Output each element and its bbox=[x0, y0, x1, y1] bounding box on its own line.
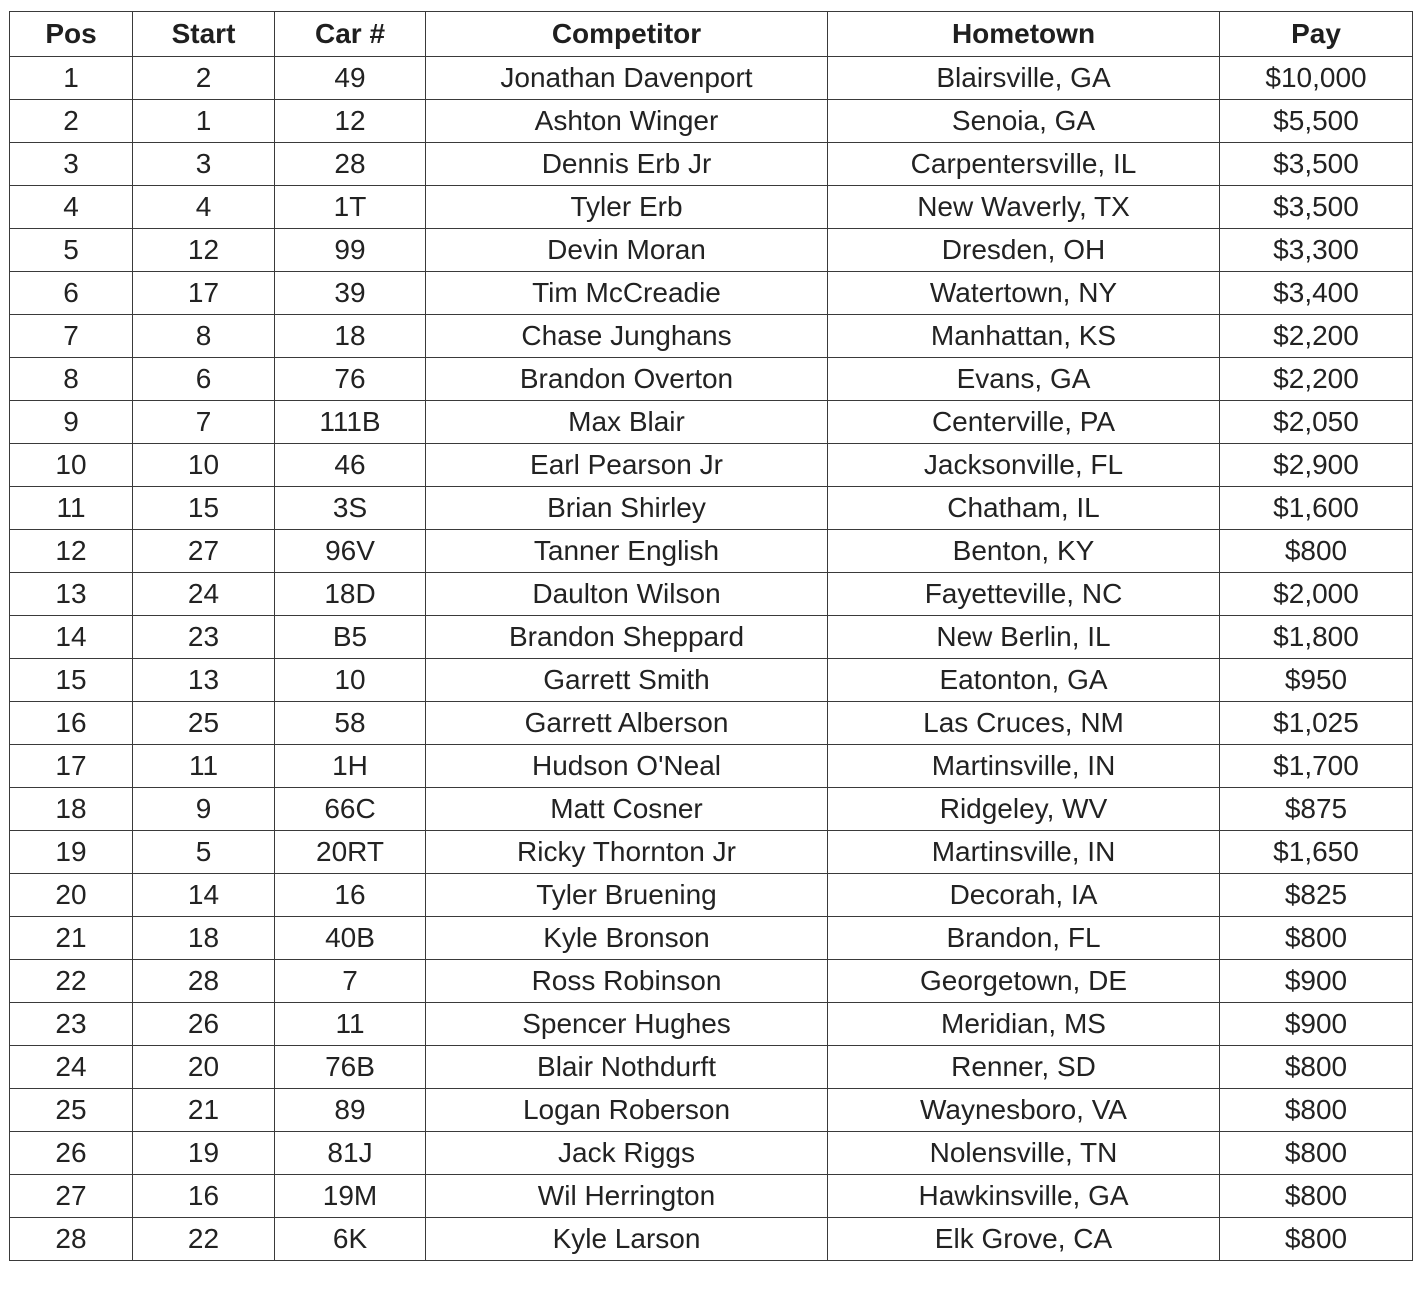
cell-pos: 24 bbox=[10, 1046, 133, 1089]
cell-hometown: Chatham, IL bbox=[828, 487, 1220, 530]
cell-competitor: Chase Junghans bbox=[426, 315, 828, 358]
cell-pos: 27 bbox=[10, 1175, 133, 1218]
cell-start: 4 bbox=[133, 186, 275, 229]
table-row bbox=[10, 960, 1413, 1003]
table-row bbox=[10, 57, 1413, 100]
cell-start: 10 bbox=[133, 444, 275, 487]
table-row bbox=[10, 186, 1413, 229]
cell-hometown: Elk Grove, CA bbox=[828, 1218, 1220, 1261]
cell-hometown: Georgetown, DE bbox=[828, 960, 1220, 1003]
cell-pay: $2,050 bbox=[1220, 401, 1413, 444]
cell-pay: $2,200 bbox=[1220, 315, 1413, 358]
cell-hometown: Hawkinsville, GA bbox=[828, 1175, 1220, 1218]
cell-hometown: New Waverly, TX bbox=[828, 186, 1220, 229]
header-pos: Pos bbox=[10, 12, 133, 57]
cell-pay: $950 bbox=[1220, 659, 1413, 702]
cell-pay: $2,900 bbox=[1220, 444, 1413, 487]
cell-pos: 26 bbox=[10, 1132, 133, 1175]
cell-pos: 4 bbox=[10, 186, 133, 229]
cell-hometown: Meridian, MS bbox=[828, 1003, 1220, 1046]
cell-pay: $800 bbox=[1220, 1046, 1413, 1089]
cell-hometown: Nolensville, TN bbox=[828, 1132, 1220, 1175]
cell-pos: 20 bbox=[10, 874, 133, 917]
cell-pay: $1,600 bbox=[1220, 487, 1413, 530]
cell-competitor: Logan Roberson bbox=[426, 1089, 828, 1132]
cell-pay: $900 bbox=[1220, 960, 1413, 1003]
cell-pos: 3 bbox=[10, 143, 133, 186]
header-pay: Pay bbox=[1220, 12, 1413, 57]
cell-pay: $800 bbox=[1220, 1089, 1413, 1132]
cell-pos: 18 bbox=[10, 788, 133, 831]
cell-competitor: Brian Shirley bbox=[426, 487, 828, 530]
cell-car-number: 10 bbox=[275, 659, 426, 702]
cell-car-number: 46 bbox=[275, 444, 426, 487]
cell-competitor: Tyler Erb bbox=[426, 186, 828, 229]
cell-pos: 23 bbox=[10, 1003, 133, 1046]
cell-competitor: Dennis Erb Jr bbox=[426, 143, 828, 186]
cell-competitor: Tanner English bbox=[426, 530, 828, 573]
cell-pos: 7 bbox=[10, 315, 133, 358]
cell-hometown: Ridgeley, WV bbox=[828, 788, 1220, 831]
cell-hometown: Martinsville, IN bbox=[828, 745, 1220, 788]
cell-pay: $825 bbox=[1220, 874, 1413, 917]
cell-competitor: Ashton Winger bbox=[426, 100, 828, 143]
cell-hometown: Senoia, GA bbox=[828, 100, 1220, 143]
cell-start: 21 bbox=[133, 1089, 275, 1132]
table-row bbox=[10, 616, 1413, 659]
table-row bbox=[10, 1046, 1413, 1089]
cell-start: 2 bbox=[133, 57, 275, 100]
cell-pos: 15 bbox=[10, 659, 133, 702]
cell-hometown: Fayetteville, NC bbox=[828, 573, 1220, 616]
cell-start: 14 bbox=[133, 874, 275, 917]
table-row bbox=[10, 315, 1413, 358]
cell-pos: 2 bbox=[10, 100, 133, 143]
table-row bbox=[10, 831, 1413, 874]
cell-hometown: Las Cruces, NM bbox=[828, 702, 1220, 745]
cell-car-number: 3S bbox=[275, 487, 426, 530]
cell-competitor: Blair Nothdurft bbox=[426, 1046, 828, 1089]
cell-start: 26 bbox=[133, 1003, 275, 1046]
table-row bbox=[10, 1089, 1413, 1132]
cell-car-number: 1T bbox=[275, 186, 426, 229]
cell-pay: $900 bbox=[1220, 1003, 1413, 1046]
cell-car-number: 19M bbox=[275, 1175, 426, 1218]
cell-start: 9 bbox=[133, 788, 275, 831]
cell-pos: 5 bbox=[10, 229, 133, 272]
cell-competitor: Spencer Hughes bbox=[426, 1003, 828, 1046]
cell-pos: 11 bbox=[10, 487, 133, 530]
cell-pay: $3,500 bbox=[1220, 186, 1413, 229]
cell-pay: $800 bbox=[1220, 530, 1413, 573]
cell-competitor: Daulton Wilson bbox=[426, 573, 828, 616]
cell-pay: $5,500 bbox=[1220, 100, 1413, 143]
cell-car-number: 1H bbox=[275, 745, 426, 788]
cell-start: 13 bbox=[133, 659, 275, 702]
cell-pos: 22 bbox=[10, 960, 133, 1003]
race-results-table bbox=[9, 11, 1413, 1261]
cell-hometown: Brandon, FL bbox=[828, 917, 1220, 960]
header-start: Start bbox=[133, 12, 275, 57]
cell-hometown: Dresden, OH bbox=[828, 229, 1220, 272]
cell-competitor: Hudson O'Neal bbox=[426, 745, 828, 788]
table-row bbox=[10, 788, 1413, 831]
table-row bbox=[10, 401, 1413, 444]
cell-pos: 17 bbox=[10, 745, 133, 788]
table-row bbox=[10, 487, 1413, 530]
cell-car-number: 111B bbox=[275, 401, 426, 444]
cell-hometown: Eatonton, GA bbox=[828, 659, 1220, 702]
cell-start: 25 bbox=[133, 702, 275, 745]
cell-pos: 16 bbox=[10, 702, 133, 745]
cell-hometown: Benton, KY bbox=[828, 530, 1220, 573]
cell-car-number: 28 bbox=[275, 143, 426, 186]
cell-car-number: 58 bbox=[275, 702, 426, 745]
cell-pos: 10 bbox=[10, 444, 133, 487]
cell-pos: 21 bbox=[10, 917, 133, 960]
header-hometown: Hometown bbox=[828, 12, 1220, 57]
cell-competitor: Tyler Bruening bbox=[426, 874, 828, 917]
cell-hometown: Martinsville, IN bbox=[828, 831, 1220, 874]
table-row bbox=[10, 659, 1413, 702]
cell-start: 27 bbox=[133, 530, 275, 573]
cell-car-number: 12 bbox=[275, 100, 426, 143]
cell-start: 28 bbox=[133, 960, 275, 1003]
cell-pay: $10,000 bbox=[1220, 57, 1413, 100]
table-row bbox=[10, 1003, 1413, 1046]
table-row bbox=[10, 143, 1413, 186]
cell-car-number: 6K bbox=[275, 1218, 426, 1261]
header-competitor: Competitor bbox=[426, 12, 828, 57]
table-row bbox=[10, 874, 1413, 917]
cell-start: 23 bbox=[133, 616, 275, 659]
cell-pay: $800 bbox=[1220, 1132, 1413, 1175]
cell-pay: $3,400 bbox=[1220, 272, 1413, 315]
table-row bbox=[10, 272, 1413, 315]
cell-car-number: B5 bbox=[275, 616, 426, 659]
cell-car-number: 11 bbox=[275, 1003, 426, 1046]
table-row bbox=[10, 1175, 1413, 1218]
cell-hometown: Manhattan, KS bbox=[828, 315, 1220, 358]
cell-start: 8 bbox=[133, 315, 275, 358]
cell-pay: $1,700 bbox=[1220, 745, 1413, 788]
cell-car-number: 18D bbox=[275, 573, 426, 616]
cell-car-number: 76B bbox=[275, 1046, 426, 1089]
cell-hometown: Jacksonville, FL bbox=[828, 444, 1220, 487]
cell-hometown: Renner, SD bbox=[828, 1046, 1220, 1089]
cell-pay: $1,650 bbox=[1220, 831, 1413, 874]
cell-pay: $1,025 bbox=[1220, 702, 1413, 745]
cell-pos: 1 bbox=[10, 57, 133, 100]
cell-pos: 9 bbox=[10, 401, 133, 444]
cell-pos: 6 bbox=[10, 272, 133, 315]
cell-start: 7 bbox=[133, 401, 275, 444]
cell-competitor: Max Blair bbox=[426, 401, 828, 444]
table-row bbox=[10, 100, 1413, 143]
cell-start: 12 bbox=[133, 229, 275, 272]
cell-pos: 12 bbox=[10, 530, 133, 573]
table-row bbox=[10, 745, 1413, 788]
header-car-number: Car # bbox=[275, 12, 426, 57]
table-row bbox=[10, 229, 1413, 272]
cell-hometown: Decorah, IA bbox=[828, 874, 1220, 917]
cell-start: 15 bbox=[133, 487, 275, 530]
table-row bbox=[10, 530, 1413, 573]
cell-pay: $1,800 bbox=[1220, 616, 1413, 659]
cell-competitor: Garrett Smith bbox=[426, 659, 828, 702]
cell-car-number: 81J bbox=[275, 1132, 426, 1175]
cell-start: 5 bbox=[133, 831, 275, 874]
table-body bbox=[10, 57, 1413, 1261]
cell-start: 18 bbox=[133, 917, 275, 960]
cell-competitor: Ross Robinson bbox=[426, 960, 828, 1003]
cell-competitor: Ricky Thornton Jr bbox=[426, 831, 828, 874]
table-header bbox=[10, 12, 1413, 57]
cell-competitor: Devin Moran bbox=[426, 229, 828, 272]
table-row bbox=[10, 702, 1413, 745]
cell-competitor: Brandon Sheppard bbox=[426, 616, 828, 659]
cell-pay: $800 bbox=[1220, 1175, 1413, 1218]
cell-start: 22 bbox=[133, 1218, 275, 1261]
cell-hometown: Carpentersville, IL bbox=[828, 143, 1220, 186]
cell-car-number: 89 bbox=[275, 1089, 426, 1132]
cell-competitor: Tim McCreadie bbox=[426, 272, 828, 315]
cell-competitor: Matt Cosner bbox=[426, 788, 828, 831]
table-row bbox=[10, 358, 1413, 401]
cell-car-number: 18 bbox=[275, 315, 426, 358]
header-row bbox=[10, 12, 1413, 57]
cell-hometown: Evans, GA bbox=[828, 358, 1220, 401]
table-row bbox=[10, 917, 1413, 960]
cell-competitor: Earl Pearson Jr bbox=[426, 444, 828, 487]
table-row bbox=[10, 1132, 1413, 1175]
cell-hometown: New Berlin, IL bbox=[828, 616, 1220, 659]
cell-start: 1 bbox=[133, 100, 275, 143]
cell-start: 16 bbox=[133, 1175, 275, 1218]
cell-start: 24 bbox=[133, 573, 275, 616]
table-row bbox=[10, 444, 1413, 487]
cell-pay: $2,000 bbox=[1220, 573, 1413, 616]
cell-competitor: Brandon Overton bbox=[426, 358, 828, 401]
cell-car-number: 66C bbox=[275, 788, 426, 831]
cell-pos: 14 bbox=[10, 616, 133, 659]
cell-hometown: Centerville, PA bbox=[828, 401, 1220, 444]
table-row bbox=[10, 573, 1413, 616]
cell-hometown: Blairsville, GA bbox=[828, 57, 1220, 100]
cell-pos: 28 bbox=[10, 1218, 133, 1261]
cell-car-number: 49 bbox=[275, 57, 426, 100]
cell-pay: $875 bbox=[1220, 788, 1413, 831]
cell-competitor: Garrett Alberson bbox=[426, 702, 828, 745]
cell-start: 6 bbox=[133, 358, 275, 401]
cell-start: 17 bbox=[133, 272, 275, 315]
cell-car-number: 40B bbox=[275, 917, 426, 960]
cell-pos: 8 bbox=[10, 358, 133, 401]
cell-car-number: 76 bbox=[275, 358, 426, 401]
cell-hometown: Waynesboro, VA bbox=[828, 1089, 1220, 1132]
cell-start: 19 bbox=[133, 1132, 275, 1175]
cell-car-number: 99 bbox=[275, 229, 426, 272]
cell-competitor: Jonathan Davenport bbox=[426, 57, 828, 100]
cell-car-number: 96V bbox=[275, 530, 426, 573]
cell-competitor: Jack Riggs bbox=[426, 1132, 828, 1175]
cell-car-number: 39 bbox=[275, 272, 426, 315]
cell-pos: 13 bbox=[10, 573, 133, 616]
cell-start: 3 bbox=[133, 143, 275, 186]
cell-pay: $3,500 bbox=[1220, 143, 1413, 186]
cell-pos: 19 bbox=[10, 831, 133, 874]
cell-pos: 25 bbox=[10, 1089, 133, 1132]
cell-hometown: Watertown, NY bbox=[828, 272, 1220, 315]
cell-competitor: Kyle Larson bbox=[426, 1218, 828, 1261]
cell-pay: $800 bbox=[1220, 917, 1413, 960]
cell-car-number: 16 bbox=[275, 874, 426, 917]
cell-car-number: 20RT bbox=[275, 831, 426, 874]
cell-competitor: Wil Herrington bbox=[426, 1175, 828, 1218]
cell-car-number: 7 bbox=[275, 960, 426, 1003]
table-row bbox=[10, 1218, 1413, 1261]
cell-pay: $3,300 bbox=[1220, 229, 1413, 272]
cell-competitor: Kyle Bronson bbox=[426, 917, 828, 960]
cell-start: 11 bbox=[133, 745, 275, 788]
cell-pay: $800 bbox=[1220, 1218, 1413, 1261]
cell-pay: $2,200 bbox=[1220, 358, 1413, 401]
cell-start: 20 bbox=[133, 1046, 275, 1089]
